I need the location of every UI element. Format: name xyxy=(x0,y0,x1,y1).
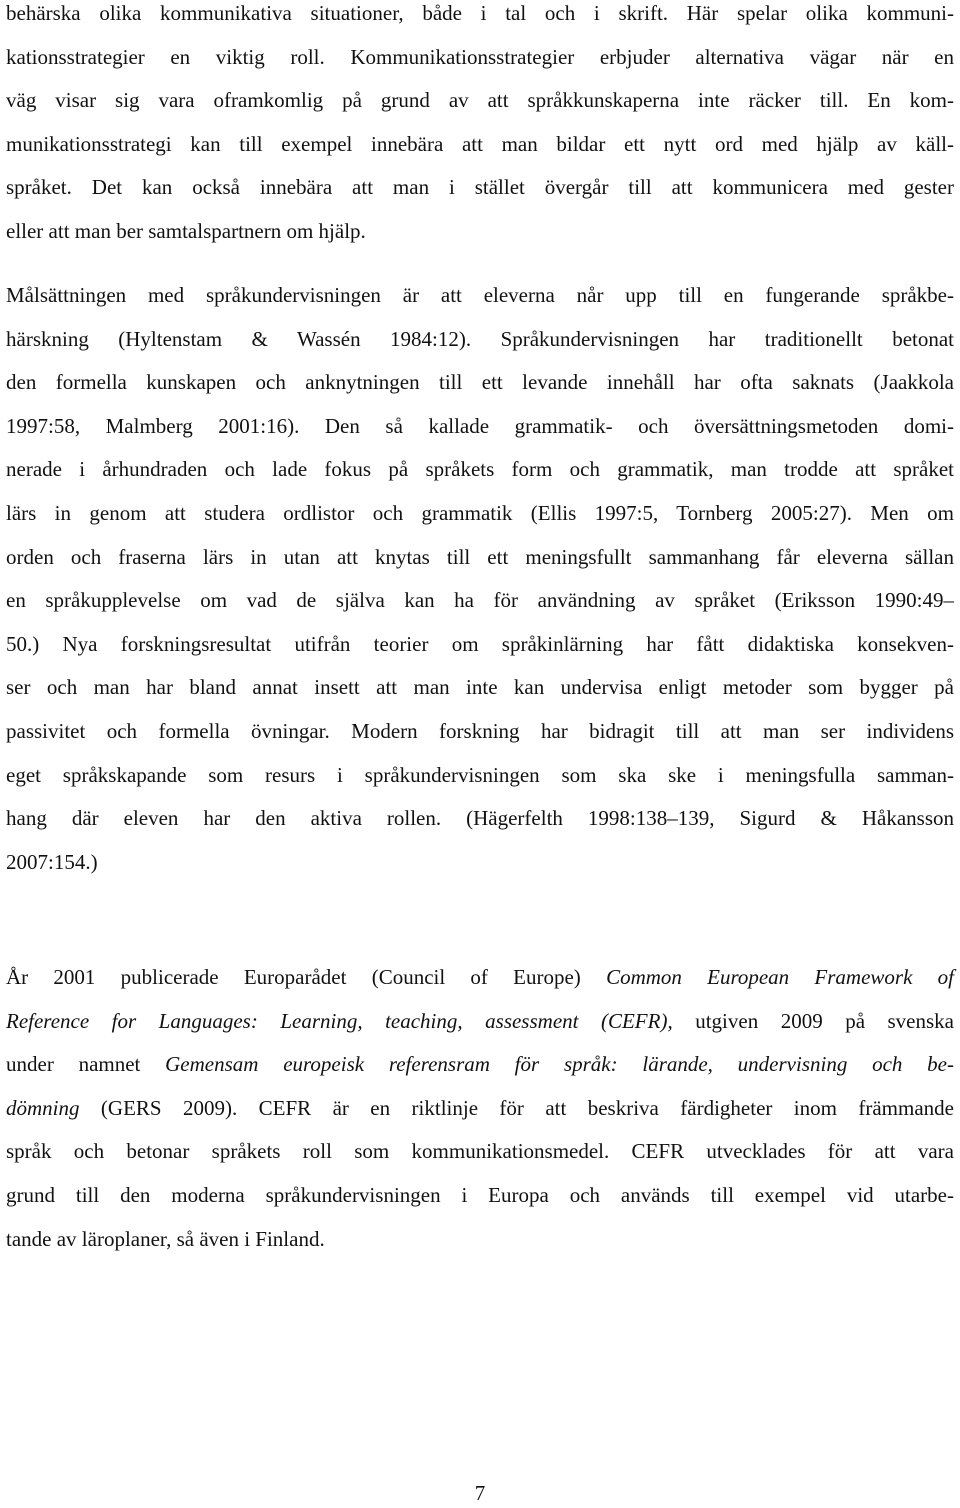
text-line: 1997:58, Malmberg 2001:16). Den så kallade grammatik- och översättningsmetoden domi- xyxy=(6,413,954,438)
text-line xyxy=(6,1043,954,1087)
italic-title-segment: Gemensam europeisk referensram för språk: lärande, undervisning och be- xyxy=(165,1052,954,1077)
italic-title-segment: Reference for Languages: Learning, teaching, assessment (CEFR), xyxy=(6,1008,673,1033)
italic-title-segment: dömning xyxy=(6,1095,80,1120)
text-line: 2007:154.) xyxy=(6,849,98,874)
text-line: kationsstrategier en viktig roll. Kommunikationsstrategier erbjuder alternativa vägar när en xyxy=(6,44,954,69)
page-number: 7 xyxy=(474,1481,486,1505)
text-line: språket. Det kan också innebära att man i stället övergår till att kommunicera med gester xyxy=(6,175,954,200)
text-line: Målsättningen med språkundervisningen är att eleverna når upp till en fungerande språkbe- xyxy=(6,283,954,307)
text-line: munikationsstrategi kan till exempel innebära att man bildar ett nytt ord med hjälp av käll- xyxy=(6,131,954,156)
italic-title-segment: Common European Framework of xyxy=(606,965,954,989)
text-line: härskning (Hyltenstam & Wassén 1984:12). Språkundervisningen har traditionellt betonat xyxy=(6,326,954,351)
text-line xyxy=(6,1218,954,1262)
text-line xyxy=(6,1130,954,1174)
text-line xyxy=(6,1000,954,1044)
text-line xyxy=(6,1174,954,1218)
text-line: orden och fraserna lärs in utan att knytas till ett meningsfullt sammanhang får eleverna sällan xyxy=(6,544,954,569)
text-line: behärska olika kommunikativa situationer, både i tal och i skrift. Här spelar olika kommuni- xyxy=(6,1,954,25)
text-line: 50.) Nya forskningsresultat utifrån teorier om språkinlärning har fått didaktiska konsekven- xyxy=(6,631,954,656)
text-segment: (GERS 2009). CEFR är en riktlinje för att beskriva färdigheter inom främmande xyxy=(79,1095,954,1120)
text-line xyxy=(6,956,954,1000)
text-line xyxy=(6,1087,954,1131)
text-line: eget språkskapande som resurs i språkundervisningen som ska ske i meningsfulla samman- xyxy=(6,762,954,787)
paragraph-communication-strategies xyxy=(6,0,954,254)
text-line: eller att man ber samtalspartnern om hjälp. xyxy=(6,218,366,243)
text-segment: under namnet xyxy=(6,1052,166,1077)
text-segment: tande av läroplaner, så även i Finland. xyxy=(6,1226,325,1251)
paragraph-language-teaching-goals xyxy=(6,274,954,884)
text-segment: utgiven 2009 på svenska xyxy=(672,1008,954,1033)
text-line: passivitet och formella övningar. Modern forskning har bidragit till att man ser individens xyxy=(6,718,954,743)
paragraph-cefr xyxy=(6,956,954,1261)
text-line: lärs in genom att studera ordlistor och grammatik (Ellis 1997:5, Tornberg 2005:27). Men om xyxy=(6,500,954,525)
text-line: väg visar sig vara oframkomlig på grund av att språkkunskaperna inte räcker till. En kom- xyxy=(6,88,954,113)
text-segment: språk och betonar språkets roll som kommunikationsmedel. CEFR utvecklades för att vara xyxy=(6,1139,954,1164)
text-segment: grund till den moderna språkundervisningen i Europa och används till exempel vid utarbe- xyxy=(6,1182,954,1207)
text-segment: År 2001 publicerade Europarådet (Council of Europe) xyxy=(6,965,607,989)
text-line: en språkupplevelse om vad de själva kan ha för användning av språket (Eriksson 1990:49– xyxy=(6,588,954,613)
text-line: den formella kunskapen och anknytningen till ett levande innehåll har ofta saknats (Jaakkola xyxy=(6,370,954,395)
text-line: hang där eleven har den aktiva rollen. (Hägerfelth 1998:138–139, Sigurd & Håkansson xyxy=(6,806,954,831)
text-line: nerade i århundraden och lade fokus på språkets form och grammatik, man trodde att språket xyxy=(6,457,954,482)
text-line: ser och man har bland annat insett att man inte kan undervisa enligt metoder som bygger på xyxy=(6,675,954,700)
